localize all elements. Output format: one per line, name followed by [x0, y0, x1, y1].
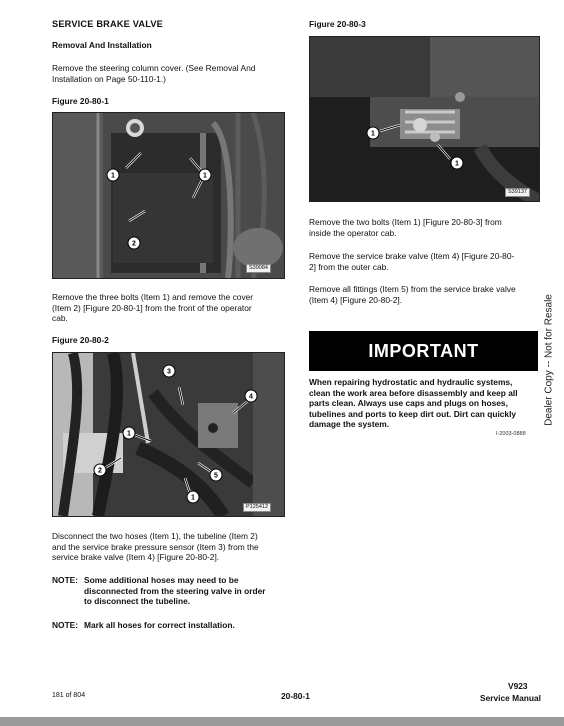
- figure-label: Figure 20-80-2: [52, 335, 109, 345]
- bottom-bar: [0, 717, 564, 726]
- callout-1: 1: [111, 172, 115, 180]
- note-text: Mark all hoses for correct installation.: [84, 620, 235, 630]
- paragraph-line: Disconnect the two hoses (Item 1), the tubeline (Item 2): [52, 531, 258, 541]
- intro-line: Remove the steering column cover. (See Removal And: [52, 63, 256, 73]
- important-text: [309, 377, 541, 430]
- watermark-text: Dealer Copy -- Not for Resale: [543, 294, 555, 426]
- note-line: disconnected from the steering valve in order: [84, 585, 266, 596]
- figure-label: Figure 20-80-1: [52, 96, 109, 106]
- manual-title: Service Manual: [480, 693, 541, 703]
- callout-4: 4: [249, 393, 253, 401]
- paragraph-remove-fittings: [309, 284, 541, 305]
- note-label: NOTE:: [52, 620, 79, 630]
- paragraph-line: (Item 2) [Figure 20-80-1] from the front of the operator: [52, 302, 252, 313]
- paragraph-line: service brake valve (Item 4) [Figure 20-80-2].: [52, 552, 220, 563]
- paragraph-line: Remove the three bolts (Item 1) and remove the cover: [52, 292, 254, 302]
- callout-1: 1: [203, 172, 207, 180]
- paragraph-line: (Item 4) [Figure 20-80-2].: [309, 294, 403, 305]
- paragraph-remove-valve: [309, 251, 541, 272]
- important-line: clean the work area before disassembly and keep all: [309, 387, 518, 398]
- paragraph-line: Remove the two bolts (Item 1) [Figure 20-80-3] from: [309, 217, 502, 227]
- important-line: damage the system.: [309, 419, 390, 430]
- callout-2: 2: [132, 240, 136, 248]
- note-line: Some additional hoses may need to be: [84, 575, 239, 585]
- dealer-copy-watermark: [540, 270, 558, 450]
- figure-label: Figure 20-80-3: [309, 19, 366, 29]
- paragraph-line: inside the operator cab.: [309, 227, 397, 238]
- model-number: V923: [508, 681, 528, 691]
- paragraph-line: cab.: [52, 313, 68, 324]
- paragraph-remove-bolts: [309, 217, 541, 238]
- note-line: to disconnect the tubeline.: [84, 596, 191, 607]
- paragraph-line: 2] from the outer cab.: [309, 261, 389, 272]
- important-line: tubelines and ports to keep dirt out. Dirt can quickly: [309, 408, 517, 419]
- figure-code: S39084: [246, 264, 271, 273]
- intro-line: Installation on Page 50-110-1.): [52, 73, 166, 84]
- paragraph-line: Remove the service brake valve (Item 4) [Figure 20-80-: [309, 251, 515, 261]
- page-count: 181 of 804: [52, 692, 86, 699]
- figure-20-80-2-photo: [52, 352, 285, 517]
- paragraph-remove-cover: [52, 292, 284, 324]
- figure-code: S39137: [505, 188, 530, 197]
- paragraph-disconnect-hoses: [52, 531, 287, 563]
- intro-paragraph: [52, 63, 284, 84]
- important-code: I-2003-0888: [496, 431, 526, 437]
- figure-20-80-3-photo: [309, 36, 540, 202]
- note-text: [84, 575, 284, 607]
- important-banner: IMPORTANT: [309, 331, 538, 371]
- figure-20-80-1-photo: [52, 112, 285, 279]
- callout-1: 1: [371, 130, 375, 138]
- callout-1: 1: [455, 160, 459, 168]
- callout-5: 5: [214, 472, 218, 480]
- important-line: When repairing hydrostatic and hydraulic systems,: [309, 377, 513, 387]
- callout-1: 1: [127, 430, 131, 438]
- note-label: NOTE:: [52, 575, 79, 585]
- callout-3: 3: [167, 368, 171, 376]
- paragraph-line: and the service brake pressure sensor (Item 3) from the: [52, 541, 259, 552]
- page-number: 20-80-1: [281, 691, 310, 701]
- paragraph-line: Remove all fittings (Item 5) from the service brake valve: [309, 284, 516, 294]
- callout-2: 2: [98, 467, 102, 475]
- subsection-title: Removal And Installation: [52, 40, 152, 50]
- figure-code: P125412: [243, 503, 271, 512]
- important-line: parts clean. Always use caps and plugs on hoses,: [309, 398, 508, 409]
- callout-1: 1: [191, 494, 195, 502]
- section-title: SERVICE BRAKE VALVE: [52, 19, 164, 29]
